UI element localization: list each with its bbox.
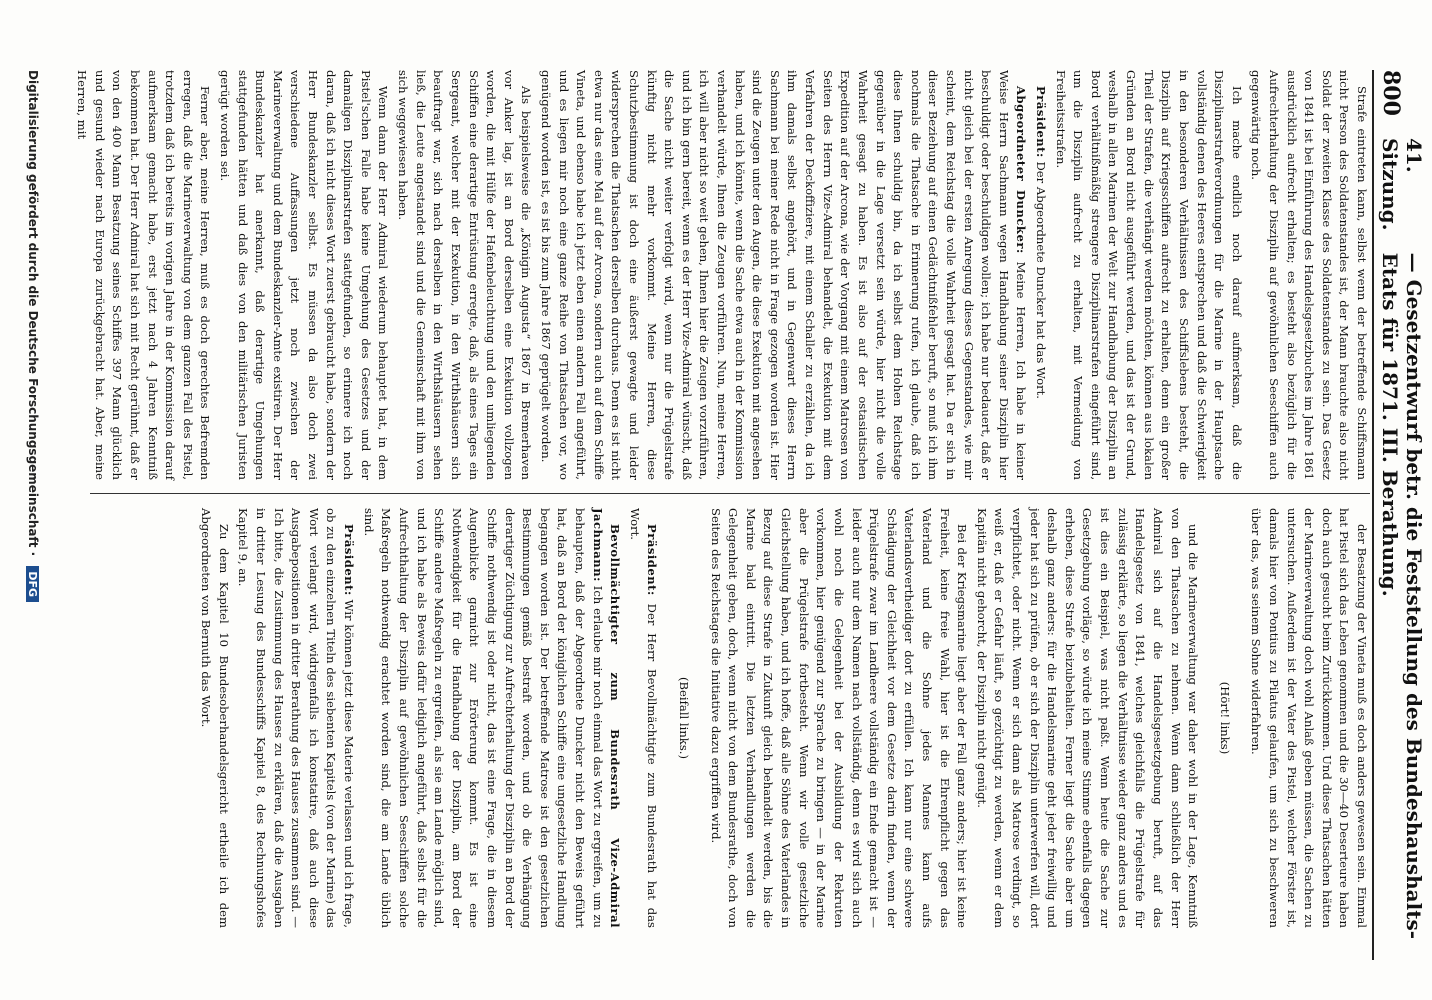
session-label: 41. Sitzung. xyxy=(1378,137,1426,231)
paragraph-text: Wir können jetzt diese Materie verlassen und ich frage, ob zu den einzelnen Titeln des siebenten Kapitels (von der Marine) das Wort verlangt wird, widrigenfalls ich konstatire, daß auch diese Ausgabepositionen in dritter Berathung des Hauses zusammen sind. — Ich bitte, die Zustimmung des Hauses zu erklären, daß die Ausgaben in dritter Lesung des Bundesschiffs Kapitel 8, des Rechnungshofes Kapitel 9, an. xyxy=(236,508,357,928)
page-number: 800 xyxy=(1378,70,1404,116)
paragraph xyxy=(536,70,1029,480)
paragraph xyxy=(1247,70,1370,480)
paragraph-text: Der Abgeordnete Duncker hat das Wort. xyxy=(1034,161,1049,399)
paragraph xyxy=(1247,508,1370,928)
interjection: (Hört! links) xyxy=(1217,681,1232,755)
credit-text: Digitalisierung gefördert durch die Deutsche Forschungsgemeinschaft · xyxy=(26,70,40,557)
paragraph-text: Wenn dann der Herr Admiral wiederum behauptet hat, in dem Pistel'schen Falle habe keine Umgehung des Gesetzes und der damaligen Disziplinarstrafen stattgefunden, so erinnere ich noch daran, daß ich nicht dieses Wort zuerst gebraucht habe, sondern der Herr Bundeskanzler selbst. Es müssen da also doch zwei verschiedene Auffassungen jetzt noch zwischen der Marineverwaltung und dem Bundeskanzler-Amte existiren. Der Herr Bundeskanzler hat anerkannt, daß derartige Umgehungen stattgefunden hätten und daß dies von den militärischen Juristen gerügt worden sei. xyxy=(218,70,391,480)
paragraph-text: und die Marineverwaltung war daher wohl in der Lage, Kenntniß von den Thatsachen zu nehmen. Wenn dann schließlich der Herr Admiral sich auf die Handelsgesetzgebung beruft, auf das Handelsgesetz von 1841, welches gleichfalls die Prügelstrafe für zulässig erklärte, so liegen die Verhältnisse wieder ganz anders und es ist dies ein Beispiel, was nicht paßt. Wenn heute die Sache zur Gesetzgebung vorläge, so würde ich meine Stimme ebenfalls dagegen erheben, diese Strafe beizubehalten. Ferner liegt die Sache aber um deshalb ganz anders: für die Handelsmarine geht jeder freiwillig und jeder hat sich zu prüfen, ob er sich der Disziplin unterwerfen will, dort verpflichtet, oder nicht. Wenn er sich dann als Matrose verdingt, so weiß er, daß er Gefahr läuft, so gezüchtigt zu werden, wenn er dem Kapitän nicht gehorcht, der Disziplin nicht genügt. xyxy=(974,508,1201,928)
speaker-name: Präsident: xyxy=(342,524,357,596)
paragraph-text: Bei der Kriegsmarine liegt aber der Fall ganz anders; hier ist keine Freiheit, keine freie Wahl, hier ist die Ehrenpflicht gegen das Vaterland und die Sohne jedes Mannes kann aufs Vaterlandsvertheidiger dort zu erfüllen. Ich kann nur eine schwere Schädigung der Gleichheit vor dem Gesetze darin finden, wenn der Prügelstrafe zwar im Landheere vollständig ein Ende gemacht ist — leider auch nur dem Namen nach vollständig, denn es wird sich auch wohl noch die Gelegenheit bei der Ausbildung der Rekruten vorkommen, hier genügend zur Sprache zu bringen — in der Marine aber die Prügelstrafe fortbesteht. Wenn wir volle gesetzliche Gleichstellung haben, und ich hoffe, daß alle Söhne des Vaterlandes in Bezug auf diese Strafe in Zukunft gleich behandelt werden, bis die Marine bald eintritt. Die letzten Verhandlungen werden die Gelegenheit geben, doch, wenn nicht von dem Bundesrathe, doch von Seiten des Reichstages die Initiative dazu ergriffen wird. xyxy=(708,508,970,928)
left-text-column xyxy=(75,70,1370,481)
dfg-logo: DFG xyxy=(26,566,39,602)
right-text-column xyxy=(90,508,1370,928)
paragraph xyxy=(1051,70,1245,480)
paragraph xyxy=(393,70,534,480)
paragraph xyxy=(197,508,232,928)
header-title: — Gesetzentwurf betr. die Feststellung des Bundeshaushalts-Etats für 1871. III. Berathung. xyxy=(1378,252,1426,940)
page-header xyxy=(1372,70,1426,960)
paragraph xyxy=(215,70,391,480)
paragraph xyxy=(73,70,214,480)
speaker-name: Präsident: xyxy=(1034,86,1049,158)
speaker-name: Präsident: xyxy=(645,524,660,596)
paragraph-text: der Besatzung der Vineta muß es doch anders gewesen sein. Einmal hat Pistel sich das Leben genommen und die 30—40 Deserteure haben doch auch gesucht beim Zurückkommen. Und diese Thatsachen hätten der Marineverwaltung doch wohl Anlaß geben müssen, die Sachen zu untersuchen. Außerdem ist der Vater des Pistel, welcher Förster ist, damals hier von Pontius zu Pilatus gelaufen, um sich zu beschweren über das, was seinem Sohne widerfahren. xyxy=(1249,508,1369,928)
paragraph-text: Ferner aber, meine Herren, muß es doch gerechtes Befremden erregen, daß die Marineverwaltung von dem ganzen Fall des Pistel, trotzdem daß ich bereits im vorigen Jahre in der Kommission darauf aufmerksam gemacht habe, erst jetzt nach 4 Jahren Kenntniß bekommen hat. Der Herr Admiral hat sich mit Recht gerühmt, daß er von den 400 Mann Besatzung seines Schiffes 397 Mann glücklich und gesund wieder nach Europa zurückgebracht hat. Aber, meine Herren, mit xyxy=(75,70,213,480)
paragraph xyxy=(972,508,1201,928)
paragraph-text: Meine Herren, Ich habe in keiner Weise Herrn Sachmann wegen Handhabung seiner Disziplin hier beschuldigt oder beschuldigen wollen; ich habe nur bedauert, daß er nicht gleich bei der ersten Anregung dieses Gegenstandes, wie mir scheint, dem Reichstag die volle Wahrheit gesagt hat. Da er sich in dieser Beziehung auf einen Gedächtnißfehler beruft, so muß ich ihm nochmals die Thatsache in Erinnerung rufen, ich glaube, daß ich diese Ihnen schuldig bin, da ich selbst dem Hohen Reichstage gegenüber in die Lage versetzt sein würde, hier nicht die volle Wahrheit gesagt zu haben. Es ist also auf der ostasiatischen Expedition auf der Arcona, wie der Vorgang mit einem Matrosen von Seiten des Herrn Vize-Admiral behandelt, die Exekution mit dem Verfahren der Deckoffiziere, mit einem Schaller zu erzählen, da ich ihm damals selbst angehört, und in Gegenwart dieses Herrn Sachmann bei meiner Rede nicht in Frage gezogen worden ist. Hier sind die Zeugen unter den Augen, die diese Exekution mit angesehen haben, und ich könnte, wenn die Sache etwa auch in der Kommission verhandelt würde, Ihnen die Zeugen vorführen. Nun, meine Herren, ich will aber nicht so weit gehen, Ihnen hier die Zeugen vorzuführen, und ich bin gern bereit, wenn es der Herr Vize-Admiral wünscht, daß die Sache nicht weiter verfolgt wird, wenn nur die Prügelstrafe künftig nicht mehr vorkommt. Meine Herren, diese Schutzbestimmung ist doch eine äußerst gewagte und leider widersprechen die Thatsachen derselben durchaus. Denn es ist nicht etwa nur das eine Mal auf der Arcona, sondern auch auf dem Schiffe Vineta, und ebenso habe ich jetzt eben einen andern Fall angeführt, und es liegen mir noch eine ganze Reihe von Thatsachen vor, wo genügend worden ist, es ist bis zum Jahre 1867 geprügelt worden. xyxy=(538,70,1029,481)
column-divider xyxy=(90,493,1370,494)
paragraph xyxy=(359,508,623,928)
digitization-credit xyxy=(26,70,40,950)
paragraph-text: Strafe eintreten kann, selbst wenn der betreffende Schiffsmann nicht Person des Soldatenstandes ist, der Mann brauchte also nicht Soldat der zweiten Klasse des Soldatenstandes zu sein. Das Gesetz von 1841 ist bei Einführung des Handelsgesetzbuches im Jahre 1861 ausdrücklich aufrecht erhalten; es besteht also bezüglich für die Aufrechterhaltung der Disziplin auf gewöhnlichen Seeschiffen auch gegenwärtig noch. xyxy=(1249,70,1369,480)
paragraph-text: Ich mache endlich noch darauf aufmerksam, daß die Disziplinarstrafverordnungen für die Marine in der Hauptsache vollständig denen des Heeres entsprechen und daß die Schwierigkeit in den besonderen Verhältnissen des Schiffslebens besteht, die Disziplin auf Kriegsschiffen aufrecht zu erhalten, denn ein großer Theil der Strafen, die verhängt werden möchten, können aus lokalen Gründen an Bord nicht ausgeführt werden, und das ist der Grund, weshalb in allen Marinen der Welt zur Handhabung der Disziplin an Bord verhältnißmäßig strengere Disziplinarstrafen eingeführt sind, um die Disziplin aufrecht zu erhalten, mit Vermeidung von Freiheitsstrafen. xyxy=(1053,70,1244,480)
paragraph xyxy=(625,508,660,928)
paragraph xyxy=(234,508,357,928)
interjection: (Beifall links.) xyxy=(677,677,692,759)
paragraph xyxy=(1031,70,1049,480)
paragraph xyxy=(706,508,970,928)
speaker-name: Abgeordneter Duncker: xyxy=(1014,86,1029,254)
paragraph-text: Zu dem Kapitel 10 Bundesoberhandelsgericht ertheile ich dem Abgeordneten von Bernuth das Wort. xyxy=(199,508,231,928)
paragraph-text: Als beispielsweise die „Königin Augusta“ 1867 in Bremerhaven vor Anker lag, ist an Bord derselben eine Exekution vollzogen worden, die mit Hülfe der Hafenbeleuchtung und den umliegenden Schiffen eine derartige Entrüstung erregte, daß, als eines Tages ein Sergeant, welcher mit der Exekution, in den Wirthshäusern sich beauftragt war, sich nach derselben in den Wirthshäusern sehen ließ, die Leute angestandet sind und die Gemeinschaft mit ihm von sich weggewiesen haben. xyxy=(396,70,534,480)
speaker-name: Bevollmächtigter zum Bundesrath Vize-Admiral Jachmann: xyxy=(590,508,623,928)
paragraph-text: Der Herr Bevollmächtigte zum Bundesrath hat das Wort. xyxy=(627,508,660,928)
paragraph-text: Ich erlaube mir noch einmal das Wort zu ergreifen, um zu behaupten, daß der Abgeordnete Duncker nicht den Beweis geführt hat, daß an Bord der königlichen Schiffe eine ungesetzliche Handlung begangen worden ist. Der betreffende Matrose ist den gesetzlichen Bestimmungen gemäß bestraft worden, und ob die Verhängung derartiger Züchtigung zur Aufrechterhaltung der Disziplin an Bord der Schiffe nothwendig ist oder nicht, das ist eine Frage, die in diesem Augenblicke garnicht zur Erörterung kommt. Es ist eine Nothwendigkeit für die Handhabung der Disziplin, am Bord der Schiffe andere Maßregeln zu ergreifen, als sie am Lande möglich sind, und ich habe als Beweis dafür lediglich angeführt, daß selbst für die Aufrechthaltung der Disziplin auf gewöhnlichen Seeschiffen solche Maßregeln nothwendig erachtet worden sind, die am Lande üblich sind. xyxy=(361,508,605,928)
